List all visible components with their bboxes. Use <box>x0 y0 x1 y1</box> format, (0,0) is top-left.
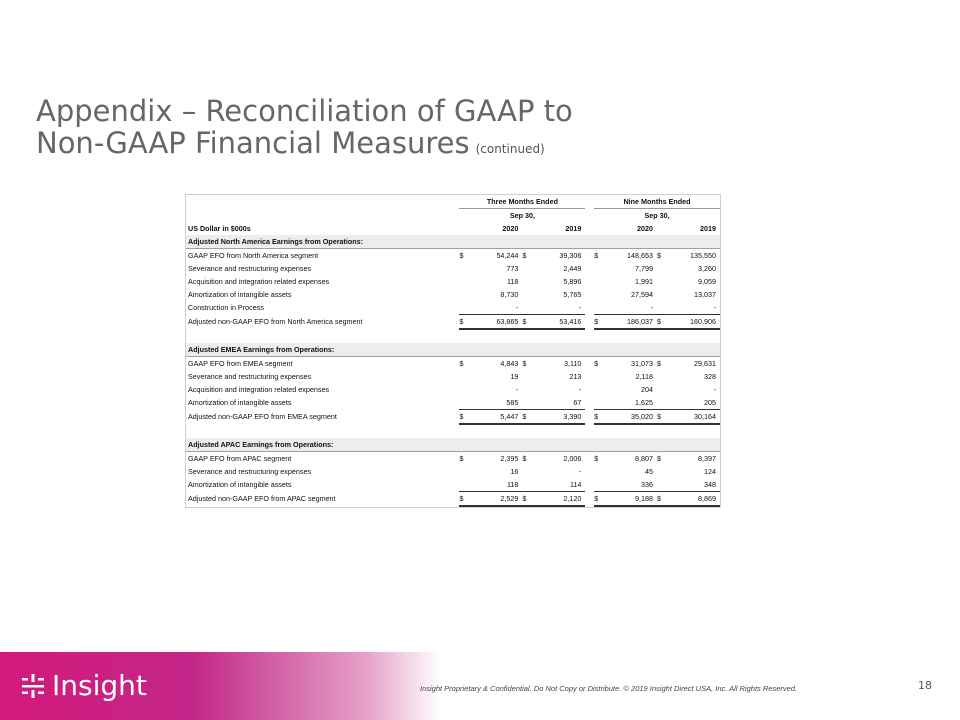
cell-value: 9,059 <box>698 277 716 286</box>
cell-value: 2,395 <box>467 452 522 466</box>
row-label: Severance and restructuring expenses <box>188 372 312 381</box>
currency-symbol: $ <box>522 315 530 330</box>
table-row <box>186 465 720 478</box>
cell-value: 63,865 <box>467 315 522 330</box>
currency-symbol <box>594 383 602 396</box>
cell-value: - <box>602 301 657 315</box>
currency-symbol <box>522 275 530 288</box>
cell-value: - <box>579 467 582 476</box>
currency-symbol <box>522 465 530 478</box>
group-header-nine-months: Nine Months Ended <box>594 195 720 209</box>
section-header <box>186 438 720 452</box>
currency-symbol: $ <box>522 410 530 425</box>
currency-symbol <box>594 288 602 301</box>
cell-value: 118 <box>467 478 522 492</box>
table-row <box>186 478 720 492</box>
currency-symbol: $ <box>657 452 665 466</box>
cell-value: 54,244 <box>467 249 522 263</box>
table-row <box>186 262 720 275</box>
currency-symbol: $ <box>594 249 602 263</box>
cell-value: 31,073 <box>602 357 657 371</box>
cell-value: 114 <box>530 478 585 492</box>
currency-symbol: $ <box>459 357 467 371</box>
currency-symbol <box>657 370 665 383</box>
row-label: Adjusted non-GAAP EFO from EMEA segment <box>188 412 337 422</box>
logo-text: Insight <box>52 669 147 702</box>
cell-value: 205 <box>665 396 720 410</box>
cell-value: 160,906 <box>665 315 720 330</box>
table-row <box>186 370 720 383</box>
cell-value: 773 <box>506 264 519 273</box>
cell-value: 45 <box>645 467 653 476</box>
row-label: GAAP EFO from APAC segment <box>186 452 459 466</box>
row-label: Severance and restructuring expenses <box>188 264 312 273</box>
title-line-1: Appendix – Reconciliation of GAAP to <box>36 94 573 128</box>
currency-symbol: $ <box>459 315 467 330</box>
row-label: Adjusted non-GAAP EFO from APAC segment <box>188 494 336 504</box>
currency-symbol <box>657 465 665 478</box>
insight-logo-icon <box>20 673 46 699</box>
currency-symbol: $ <box>594 357 602 371</box>
table-row <box>186 315 720 330</box>
cell-value: 5,447 <box>467 410 522 425</box>
cell-value: 124 <box>704 467 716 476</box>
cell-value: 39,306 <box>530 249 585 263</box>
table-row <box>186 357 720 371</box>
cell-value: - <box>467 301 522 315</box>
cell-value: 148,653 <box>602 249 657 263</box>
cell-value: 8,397 <box>665 452 720 466</box>
row-label: Acquisition and integration related expenses <box>188 277 330 286</box>
currency-symbol <box>459 301 467 315</box>
reconciliation-grid <box>186 195 720 507</box>
section-header <box>186 343 720 357</box>
table-row <box>186 301 720 315</box>
cell-value: 2,449 <box>563 264 582 273</box>
currency-symbol: $ <box>657 410 665 425</box>
currency-symbol: $ <box>594 492 602 507</box>
currency-symbol <box>459 383 467 396</box>
section-title: Adjusted EMEA Earnings from Operations: <box>186 343 720 357</box>
cell-value: 27,594 <box>631 290 653 299</box>
table-row <box>186 275 720 288</box>
currency-symbol <box>594 465 602 478</box>
currency-symbol <box>522 301 530 315</box>
cell-value: 3,390 <box>530 410 585 425</box>
section-title: Adjusted APAC Earnings from Operations: <box>186 438 720 452</box>
currency-symbol <box>657 262 665 275</box>
row-label: Acquisition and integration related expenses <box>188 385 330 394</box>
currency-symbol <box>657 478 665 492</box>
year-header: 2020 <box>502 224 519 233</box>
currency-symbol: $ <box>594 410 602 425</box>
cell-value: 3,260 <box>698 264 716 273</box>
cell-value: 2,120 <box>530 492 585 507</box>
row-label: Adjusted non-GAAP EFO from North America segment <box>188 317 363 327</box>
table-row <box>186 492 720 507</box>
currency-symbol <box>459 275 467 288</box>
currency-symbol <box>594 370 602 383</box>
cell-value: 348 <box>665 478 720 492</box>
table-row <box>186 410 720 425</box>
currency-symbol <box>459 465 467 478</box>
cell-value: 135,550 <box>665 249 720 263</box>
currency-symbol <box>657 301 665 315</box>
currency-symbol: $ <box>657 249 665 263</box>
title-line-2: Non-GAAP Financial Measures <box>36 126 470 160</box>
cell-value: 336 <box>602 478 657 492</box>
row-label: Construction in Process <box>188 303 264 313</box>
cell-value: 118 <box>506 277 519 286</box>
row-label: Amortization of intangible assets <box>188 480 292 490</box>
currency-symbol <box>657 383 665 396</box>
currency-symbol: $ <box>459 452 467 466</box>
currency-symbol <box>459 288 467 301</box>
footer-disclaimer: Insight Proprietary & Confidential. Do Not Copy or Distribute. © 2019 Insight Direct USA, Inc. All Rights Reserved. <box>420 684 798 693</box>
cell-value: 53,416 <box>530 315 585 330</box>
currency-symbol: $ <box>657 357 665 371</box>
currency-symbol: $ <box>522 249 530 263</box>
cell-value: 67 <box>530 396 585 410</box>
row-label: GAAP EFO from North America segment <box>186 249 459 263</box>
currency-symbol <box>522 478 530 492</box>
cell-value: 1,625 <box>602 396 657 410</box>
table-row <box>186 452 720 466</box>
currency-symbol: $ <box>522 357 530 371</box>
section-spacer <box>186 329 720 343</box>
row-label: Amortization of intangible assets <box>188 398 292 408</box>
period-three-months: Sep 30, <box>509 211 535 220</box>
cell-value: - <box>516 385 519 394</box>
cell-value: 3,110 <box>530 357 585 371</box>
cell-value: 30,164 <box>665 410 720 425</box>
currency-symbol <box>594 275 602 288</box>
currency-symbol <box>594 396 602 410</box>
row-label: GAAP EFO from EMEA segment <box>186 357 459 371</box>
cell-value: - <box>530 301 585 315</box>
cell-value: 213 <box>569 372 582 381</box>
cell-value: 35,020 <box>602 410 657 425</box>
title-subtitle: (continued) <box>475 142 545 156</box>
insight-logo <box>20 669 147 702</box>
cell-value: - <box>665 301 720 315</box>
currency-symbol <box>459 396 467 410</box>
currency-symbol: $ <box>522 452 530 466</box>
cell-value: 8,869 <box>665 492 720 507</box>
cell-value: 29,631 <box>665 357 720 371</box>
year-header: 2019 <box>565 224 582 233</box>
currency-symbol <box>522 288 530 301</box>
cell-value: 204 <box>641 385 653 394</box>
cell-value: 328 <box>704 372 716 381</box>
cell-value: 8,730 <box>500 290 519 299</box>
currency-symbol <box>459 370 467 383</box>
cell-value: 19 <box>510 372 519 381</box>
header-row-period <box>186 209 720 223</box>
currency-symbol: $ <box>594 315 602 330</box>
currency-symbol <box>459 478 467 492</box>
currency-symbol <box>594 301 602 315</box>
currency-symbol: $ <box>594 452 602 466</box>
section-header <box>186 235 720 249</box>
table-row <box>186 288 720 301</box>
currency-symbol <box>594 262 602 275</box>
row-label: Severance and restructuring expenses <box>188 467 312 476</box>
cell-value: 5,765 <box>563 290 582 299</box>
unit-label: US Dollar in $000s <box>188 224 251 233</box>
table-row <box>186 249 720 263</box>
year-header: 2019 <box>700 224 716 233</box>
group-header-three-months: Three Months Ended <box>459 195 585 209</box>
cell-value: 186,037 <box>602 315 657 330</box>
cell-value: 13,037 <box>694 290 716 299</box>
currency-symbol: $ <box>522 492 530 507</box>
currency-symbol <box>522 262 530 275</box>
cell-value: 7,799 <box>635 264 653 273</box>
cell-value: 2,118 <box>635 372 653 381</box>
row-label: Amortization of intangible assets <box>188 290 292 299</box>
cell-value: - <box>579 385 582 394</box>
currency-symbol <box>459 262 467 275</box>
section-title: Adjusted North America Earnings from Operations: <box>186 235 720 249</box>
cell-value: 9,188 <box>602 492 657 507</box>
slide-title <box>36 95 573 165</box>
currency-symbol: $ <box>657 492 665 507</box>
currency-symbol <box>657 288 665 301</box>
header-row-years <box>186 222 720 235</box>
cell-value: 585 <box>467 396 522 410</box>
cell-value: 2,006 <box>530 452 585 466</box>
table-row <box>186 396 720 410</box>
currency-symbol: $ <box>459 249 467 263</box>
currency-symbol <box>522 396 530 410</box>
currency-symbol <box>522 383 530 396</box>
header-row-group <box>186 195 720 209</box>
cell-value: 1,991 <box>635 277 653 286</box>
currency-symbol <box>657 275 665 288</box>
reconciliation-table <box>185 194 721 508</box>
cell-value: - <box>713 385 716 394</box>
currency-symbol: $ <box>657 315 665 330</box>
currency-symbol <box>522 370 530 383</box>
cell-value: 5,896 <box>563 277 582 286</box>
cell-value: 4,843 <box>467 357 522 371</box>
cell-value: 16 <box>510 467 519 476</box>
period-nine-months: Sep 30, <box>644 211 670 220</box>
currency-symbol: $ <box>459 410 467 425</box>
page-number: 18 <box>918 679 932 692</box>
table-row <box>186 383 720 396</box>
currency-symbol <box>594 478 602 492</box>
cell-value: 8,807 <box>602 452 657 466</box>
cell-value: 2,529 <box>467 492 522 507</box>
currency-symbol: $ <box>459 492 467 507</box>
section-spacer <box>186 424 720 438</box>
currency-symbol <box>657 396 665 410</box>
year-header: 2020 <box>637 224 653 233</box>
